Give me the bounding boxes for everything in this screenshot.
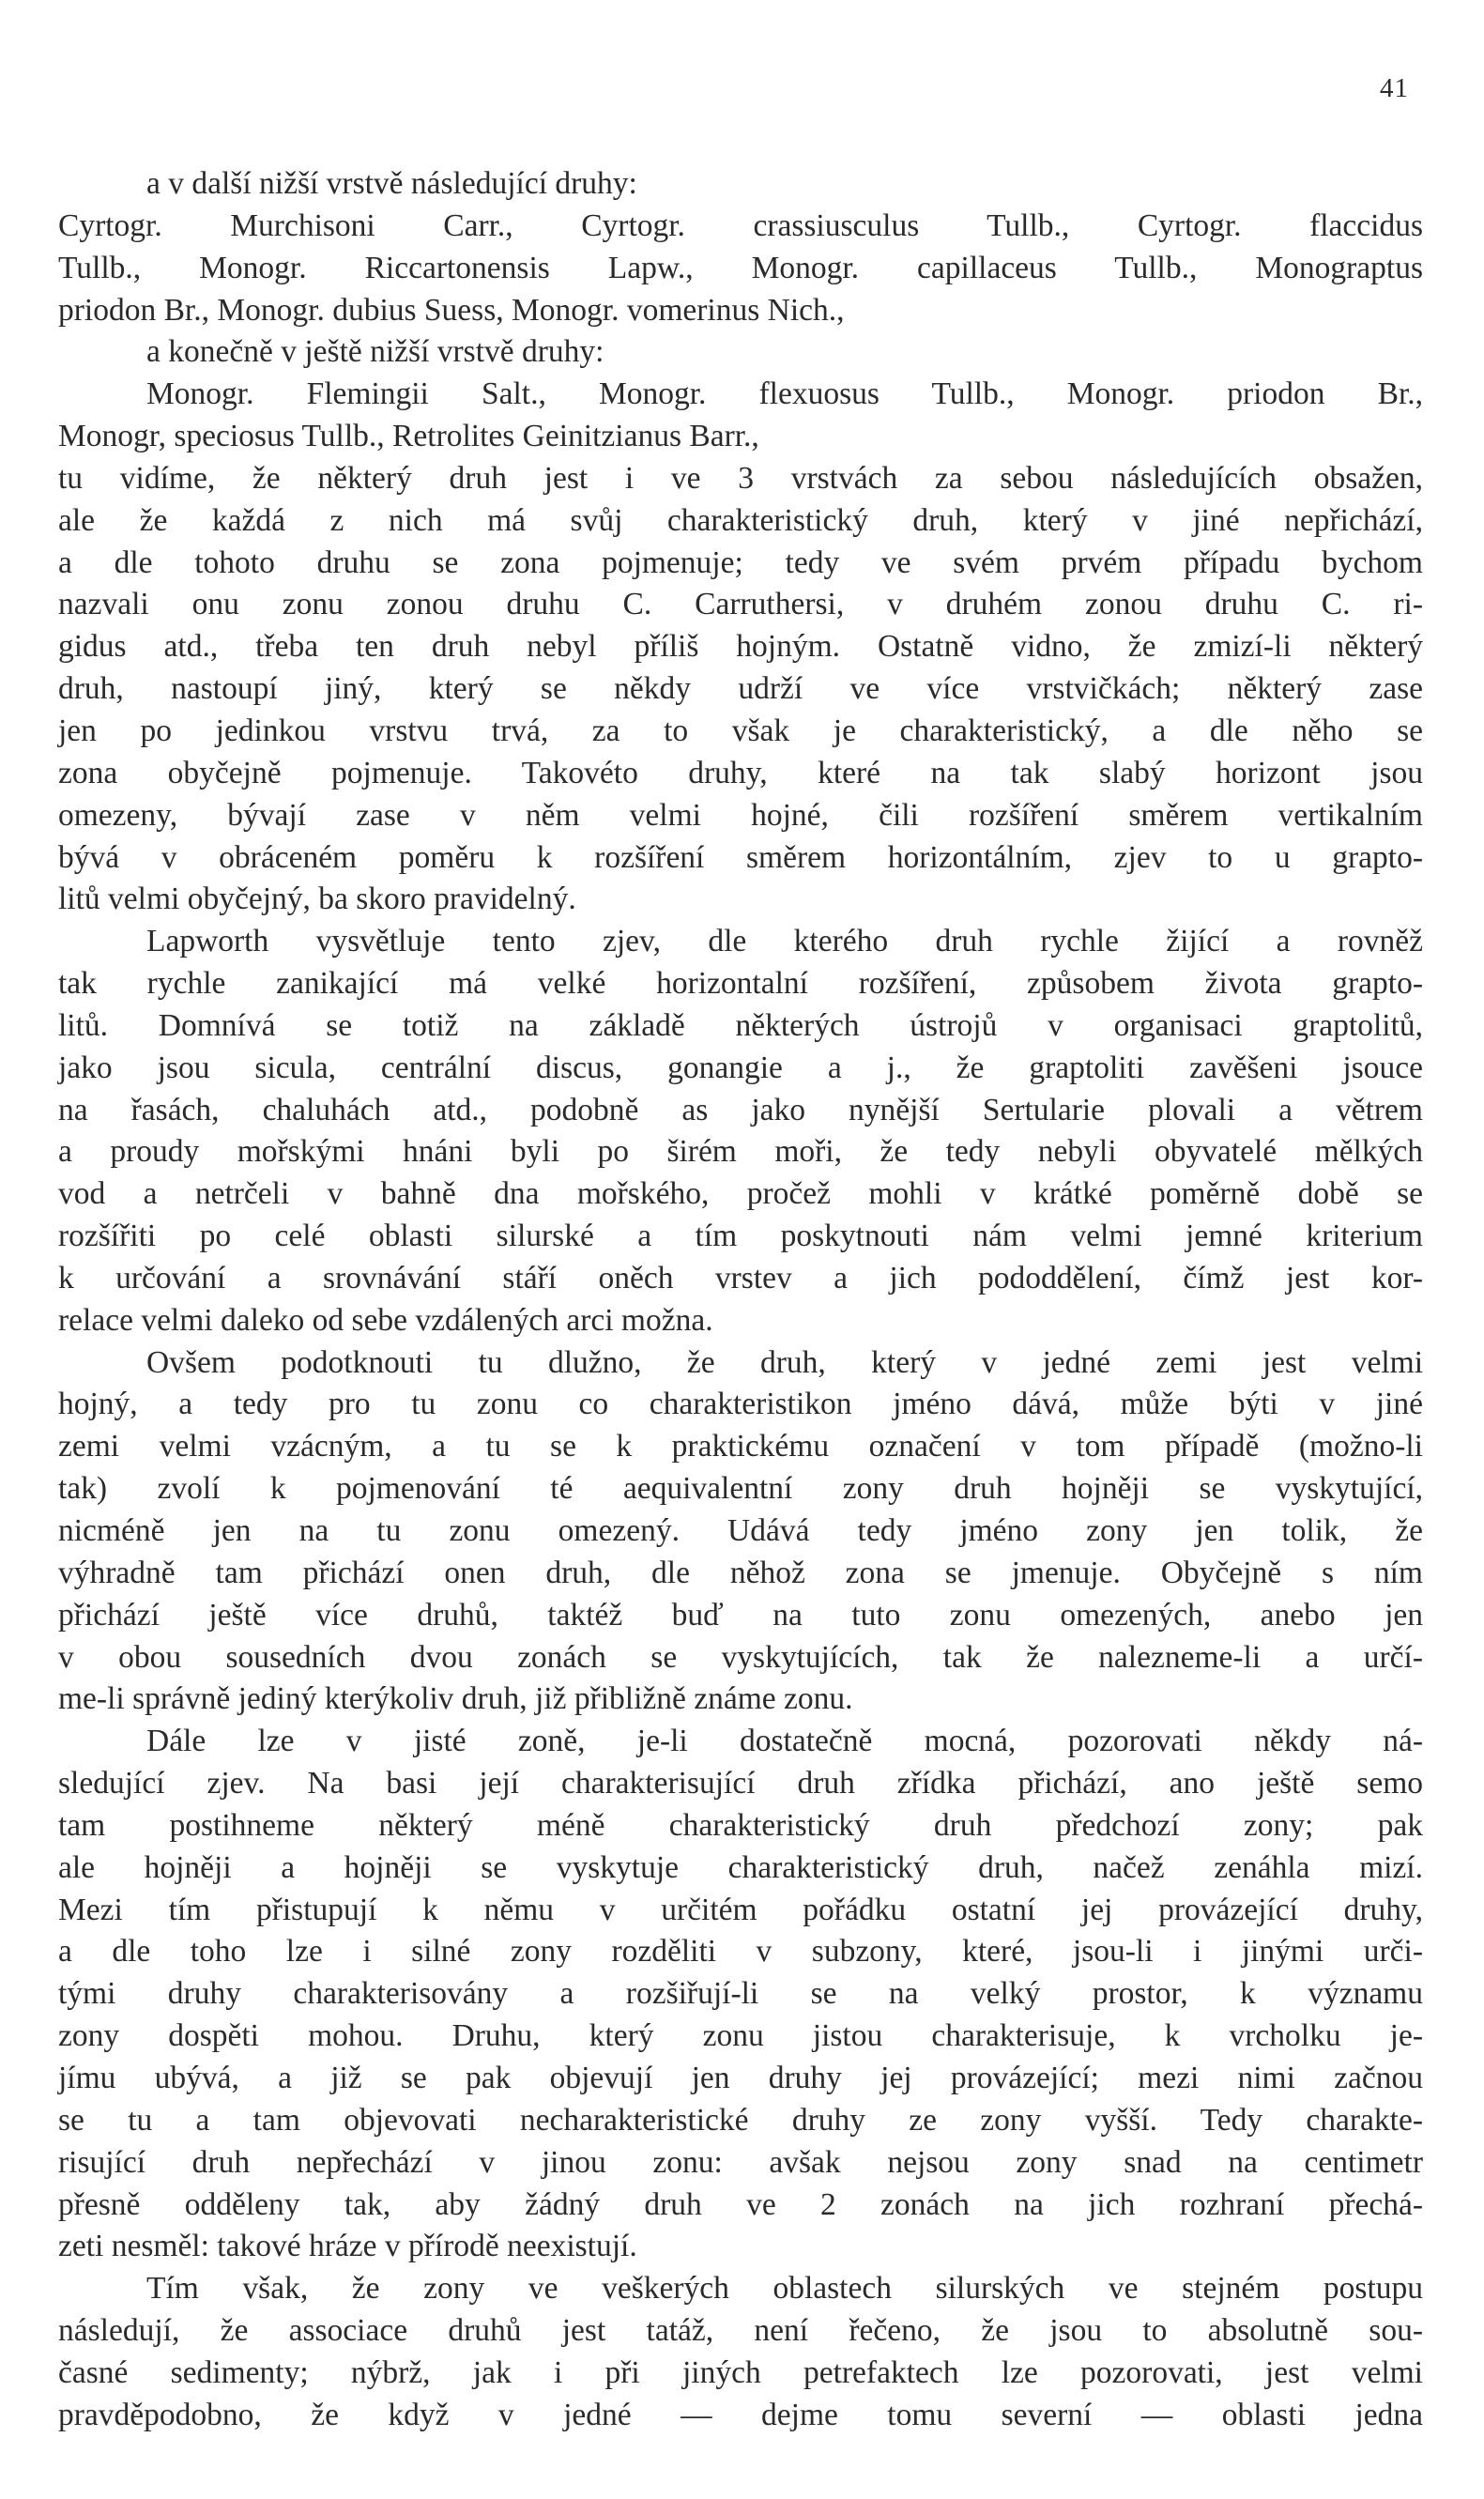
- text-line: zona obyčejně pojmenuje. Takovéto druhy, které na tak slabý horizont jsou: [58, 755, 1423, 790]
- text-line: bývá v obráceném poměru k rozšíření směrem horizontálním, zjev to u grapto-: [58, 839, 1423, 875]
- text-line: rozšířiti po celé oblasti silurské a tím poskytnouti nám velmi jemné kriterium: [58, 1219, 1423, 1254]
- text-line: Lapworth vysvětluje tento zjev, dle kterého druh rychle žijící a rovněž: [146, 924, 1423, 959]
- text-line: tu vidíme, že některý druh jest i ve 3 vrstvách za sebou následujících obsažen,: [58, 460, 1423, 496]
- text-line: a konečně v ještě nižší vrstvě druhy:: [146, 334, 604, 370]
- text-line: gidus atd., třeba ten druh nebyl příliš hojným. Ostatně vidno, že zmizí-li některý: [58, 629, 1423, 665]
- text-line: druh, nastoupí jiný, který se někdy udrží ve více vrstvičkách; některý zase: [58, 671, 1423, 707]
- text-line: hojný, a tedy pro tu zonu co charakteristikon jméno dává, může býti v jiné: [58, 1387, 1423, 1422]
- text-line: risující druh nepřechází v jinou zonu: avšak nejsou zony snad na centimetr: [58, 2144, 1423, 2180]
- text-line: Cyrtogr. Murchisoni Carr., Cyrtogr. crassiusculus Tullb., Cyrtogr. flaccidus: [58, 207, 1423, 243]
- text-line: zemi velmi vzácným, a tu se k praktickému označení v tom případě (možno-li: [58, 1429, 1423, 1464]
- text-line: priodon Br., Monogr. dubius Suess, Monogr. vomerinus Nich.,: [58, 292, 845, 328]
- text-line: Dále lze v jisté zoně, je-li dostatečně mocná, pozorovati někdy ná-: [146, 1724, 1423, 1759]
- text-line: Tullb., Monogr. Riccartonensis Lapw., Monogr. capillaceus Tullb., Monograptus: [58, 250, 1423, 285]
- text-line: sledující zjev. Na basi její charakterisující druh zřídka přichází, ano ještě semo: [58, 1766, 1423, 1801]
- text-line: časné sedimenty; nýbrž, jak i při jiných petrefaktech lze pozorovati, jest velmi: [58, 2354, 1423, 2390]
- text-line: Ovšem podotknouti tu dlužno, že druh, který v jedné zemi jest velmi: [146, 1344, 1423, 1380]
- text-line: jen po jedinkou vrstvu trvá, za to však je charakteristický, a dle něho se: [58, 713, 1423, 748]
- text-line: ale hojněji a hojněji se vyskytuje charakteristický druh, načež zenáhla mizí.: [58, 1849, 1423, 1885]
- text-line: a dle tohoto druhu se zona pojmenuje; tedy ve svém prvém případu bychom: [58, 544, 1423, 580]
- text-line: zeti nesměl: takové hráze v přírodě neexistují.: [58, 2229, 637, 2264]
- body-text: [58, 163, 1423, 2437]
- text-line: zony dospěti mohou. Druhu, který zonu jistou charakterisuje, k vrcholku je-: [58, 2018, 1423, 2054]
- text-line: me-li správně jediný kterýkoliv druh, již přibližně známe zonu.: [58, 1681, 853, 1717]
- text-line: výhradně tam přichází onen druh, dle něhož zona se jmenuje. Obyčejně s ním: [58, 1555, 1423, 1590]
- text-line: ale že každá z nich má svůj charakteristický druh, který v jiné nepřichází,: [58, 502, 1423, 538]
- text-line: jímu ubývá, a již se pak objevují jen druhy jej provázející; mezi nimi začnou: [58, 2060, 1423, 2095]
- text-line: tak) zvolí k pojmenování té aequivalentní zony druh hojněji se vyskytující,: [58, 1471, 1423, 1507]
- text-line: litů. Domnívá se totiž na základě některých ústrojů v organisaci graptolitů,: [58, 1007, 1423, 1043]
- text-line: přichází ještě více druhů, taktéž buď na tuto zonu omezených, anebo jen: [58, 1597, 1423, 1633]
- text-line: vod a netrčeli v bahně dna mořského, pročež mohli v krátké poměrně době se: [58, 1176, 1423, 1212]
- text-line: následují, že associace druhů jest tatáž, není řečeno, že jsou to absolutně sou-: [58, 2313, 1423, 2349]
- text-line: se tu a tam objevovati necharakteristické druhy ze zony vyšší. Tedy charakte-: [58, 2102, 1423, 2138]
- text-line: litů velmi obyčejný, ba skoro pravidelný.: [58, 882, 576, 917]
- text-line: Mezi tím přistupují k němu v určitém pořádku ostatní jej provázející druhy,: [58, 1892, 1423, 1927]
- text-line: Tím však, že zony ve veškerých oblastech silurských ve stejném postupu: [146, 2271, 1423, 2307]
- text-line: omezeny, bývají zase v něm velmi hojné, čili rozšíření směrem vertikalním: [58, 797, 1423, 833]
- text-line: jako jsou sicula, centrální discus, gonangie a j., že graptoliti zavěšeni jsouce: [58, 1050, 1423, 1085]
- text-line: a dle toho lze i silné zony rozděliti v subzony, které, jsou-li i jinými urči-: [58, 1934, 1423, 1970]
- text-line: pravděpodobno, že když v jedné — dejme tomu severní — oblasti jedna: [58, 2397, 1423, 2432]
- text-line: k určování a srovnávání stáří oněch vrstev a jich pododdělení, čímž jest kor-: [58, 1260, 1423, 1295]
- text-line: přesně odděleny tak, aby žádný druh ve 2 zonách na jich rozhraní přechá-: [58, 2186, 1423, 2222]
- text-line: v obou sousedních dvou zonách se vyskytujících, tak že nalezneme-li a určí-: [58, 1639, 1423, 1675]
- text-line: tak rychle zanikající má velké horizontalní rozšíření, způsobem života grapto-: [58, 966, 1423, 1002]
- text-line: a proudy mořskými hnáni byli po širém moři, že tedy nebyli obyvatelé mělkých: [58, 1134, 1423, 1170]
- text-line: tými druhy charakterisovány a rozšiřují-li se na velký prostor, k významu: [58, 1976, 1423, 2012]
- text-line: a v další nižší vrstvě následující druhy:: [146, 166, 637, 201]
- text-line: tam postihneme některý méně charakteristický druh předchozí zony; pak: [58, 1807, 1423, 1843]
- text-line: nicméně jen na tu zonu omezený. Udává tedy jméno zony jen tolik, že: [58, 1513, 1423, 1548]
- text-line: nazvali onu zonu zonou druhu C. Carruthersi, v druhém zonou druhu C. ri-: [58, 587, 1423, 622]
- text-line: Monogr. Flemingii Salt., Monogr. flexuosus Tullb., Monogr. priodon Br.,: [146, 376, 1423, 412]
- text-line: Monogr, speciosus Tullb., Retrolites Geinitzianus Barr.,: [58, 419, 759, 454]
- text-line: relace velmi daleko od sebe vzdálených arci možna.: [58, 1302, 713, 1338]
- text-line: na řasách, chaluhách atd., podobně as jako nynější Sertularie plovali a větrem: [58, 1092, 1423, 1127]
- page-number: 41: [1380, 73, 1409, 103]
